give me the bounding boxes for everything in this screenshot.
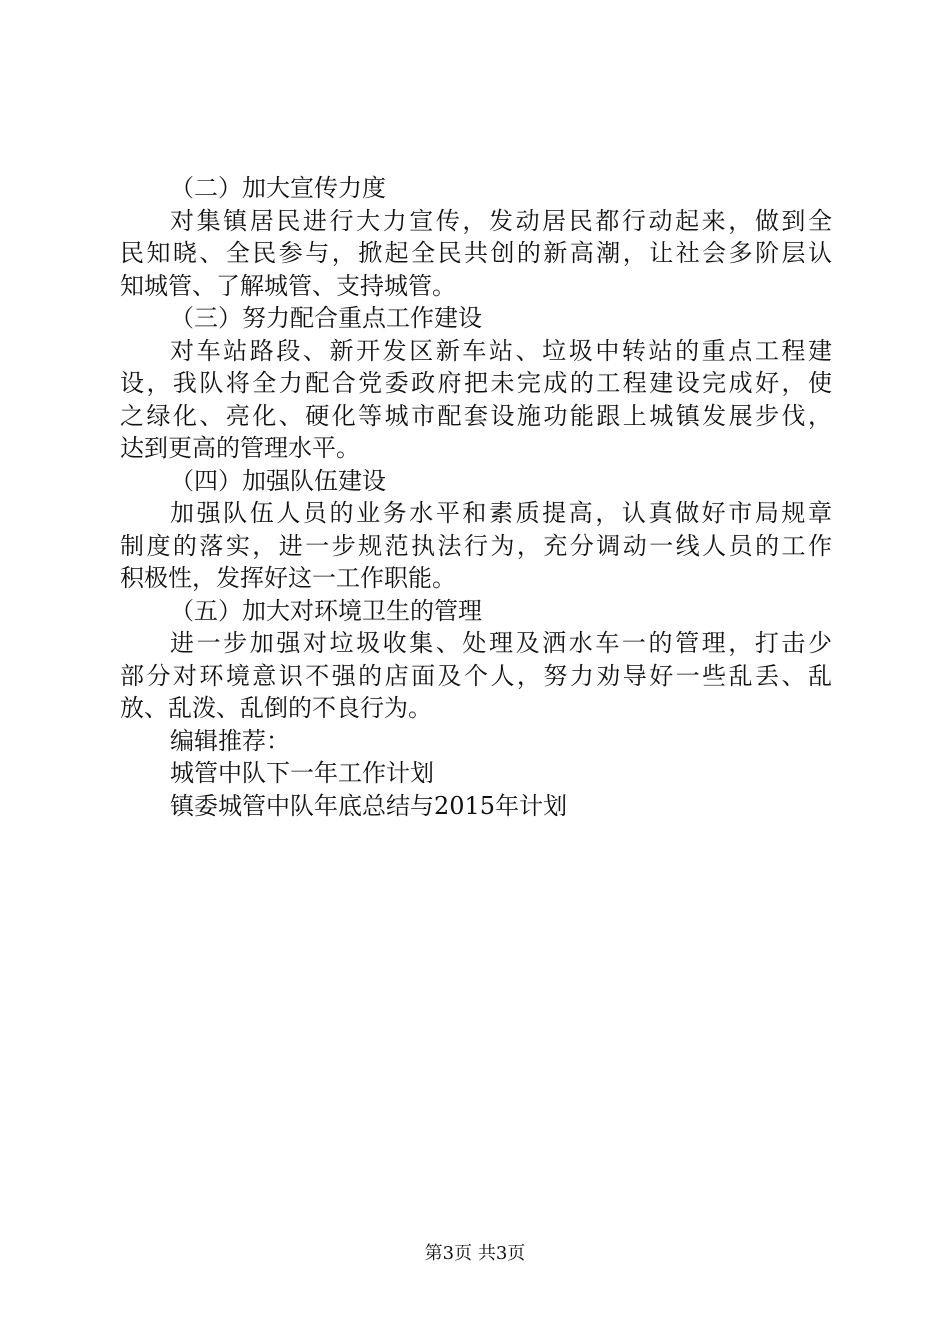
paragraph-line: 对车站路段、新开发区新车站、垃圾中转站的重点工程建 [170,336,832,365]
paragraph-line: 进一步加强对垃圾收集、处理及洒水车一的管理，打击少 [170,629,832,657]
paragraph-line: 放、乱泼、乱倒的不良行为。 [120,694,432,722]
paragraph-line: 对集镇居民进行大力宣传，发动居民都行动起来，做到全 [170,206,832,235]
recommend-link[interactable]: 城管中队下一年工作计划 [170,759,434,787]
paragraph-line: 积极性，发挥好这一工作职能。 [120,564,456,592]
paragraph-line: 民知晓、全民参与，掀起全民共创的新高潮，让社会多阶层认 [120,239,832,267]
paragraph-line: 部分对环境意识不强的店面及个人，努力劝导好一些乱丢、乱 [120,661,832,690]
paragraph-line: 制度的落实，进一步规范执法行为，充分调动一线人员的工作 [120,531,832,560]
section-heading: （四）加强队伍建设 [170,466,386,495]
recommend-label: 编辑推荐： [170,726,290,755]
paragraph-line: 加强队伍人员的业务水平和素质提高，认真做好市局规章 [170,499,832,527]
document-body [120,172,832,822]
section-heading: （二）加大宣传力度 [170,174,386,202]
paragraph-line: 设，我队将全力配合党委政府把未完成的工程建设完成好，使 [120,369,832,397]
section-3 [120,302,832,465]
section-2 [120,172,832,302]
recommend-block [120,725,832,823]
page-footer: 第3页 共3页 [424,1243,526,1264]
section-heading: （三）努力配合重点工作建设 [170,304,482,332]
section-4 [120,465,832,595]
section-5 [120,595,832,725]
recommend-link[interactable]: 镇委城管中队年底总结与2015年计划 [170,791,568,820]
section-heading: （五）加大对环境卫生的管理 [170,596,482,625]
paragraph-line: 之绿化、亮化、硬化等城市配套设施功能跟上城镇发展步伐， [120,401,832,430]
paragraph-line: 达到更高的管理水平。 [120,434,360,462]
paragraph-line: 知城管、了解城管、支持城管。 [120,271,456,300]
